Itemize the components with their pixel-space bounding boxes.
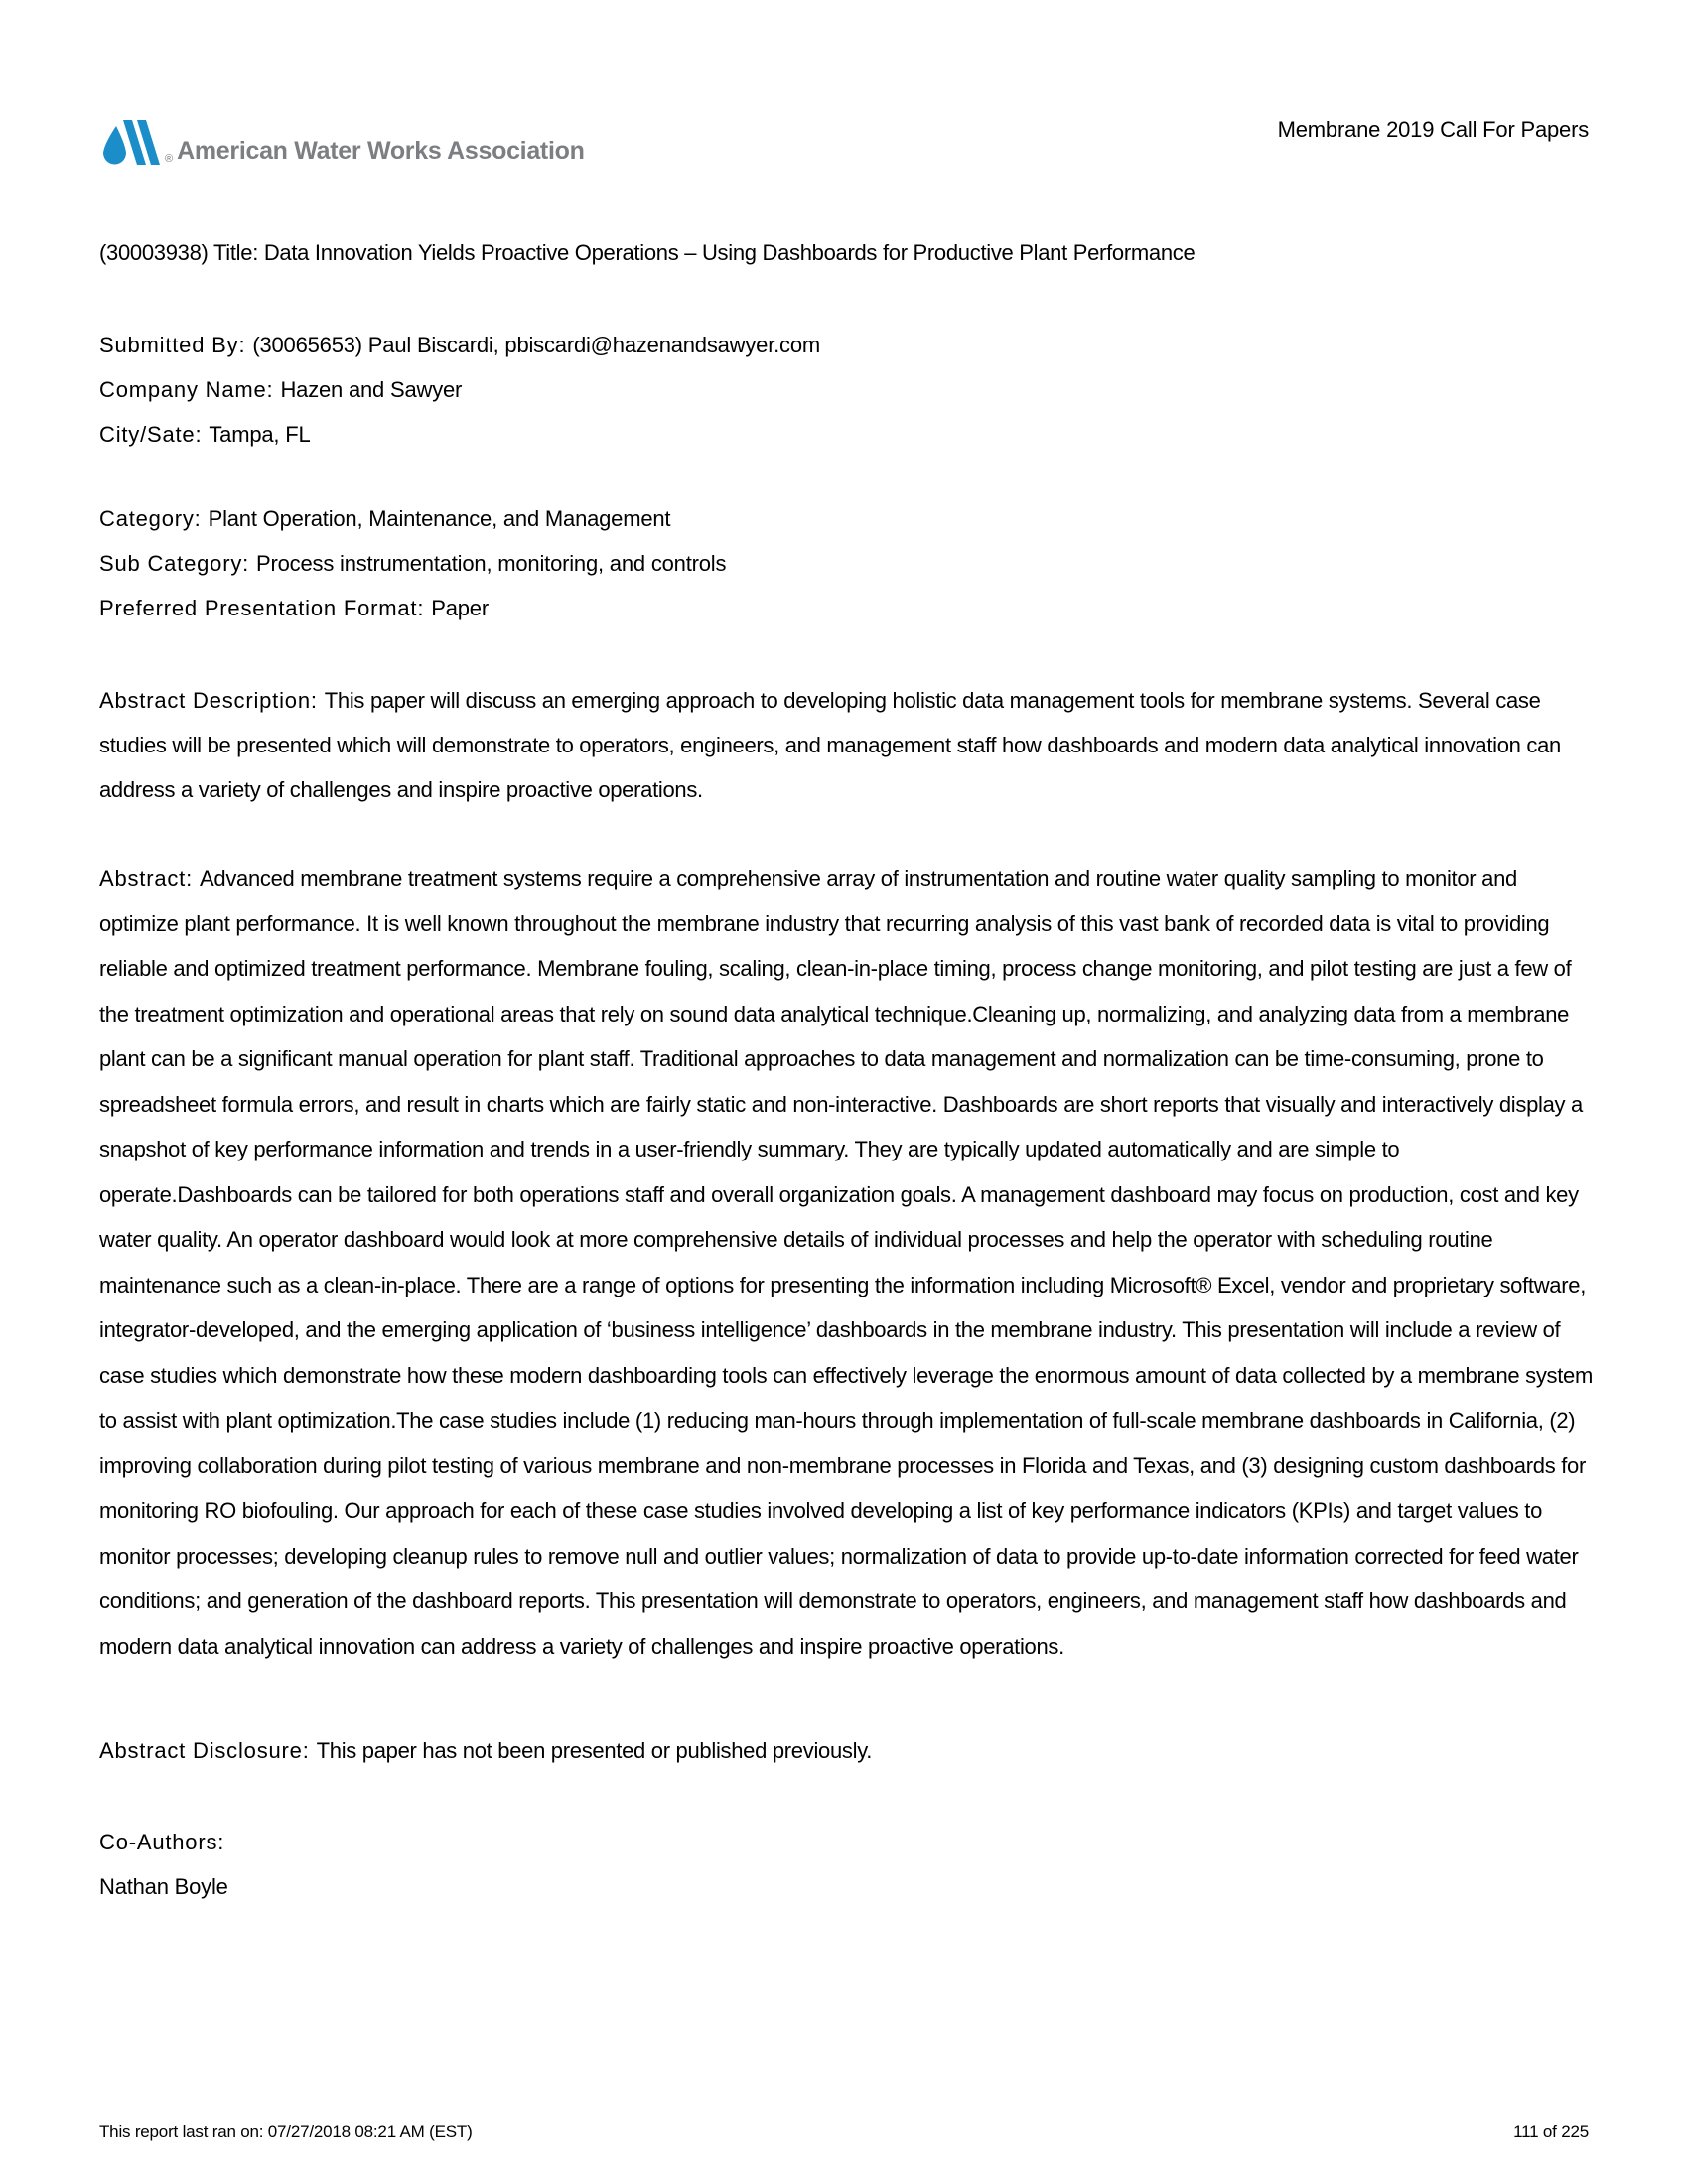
company-name-value: Hazen and Sawyer <box>280 377 463 402</box>
awwa-logo-text: American Water Works Association <box>177 137 585 165</box>
category-line <box>99 496 1599 541</box>
report-header-title: Membrane 2019 Call For Papers <box>1277 117 1589 142</box>
co-authors-heading <box>99 1820 1599 1864</box>
registered-trademark: ® <box>165 153 174 165</box>
preferred-format-label: Preferred Presentation Format: <box>99 596 425 620</box>
water-drop-icon <box>99 115 161 167</box>
city-state-label: City/Sate: <box>99 422 203 447</box>
submitted-by-value: (30065653) Paul Biscardi, pbiscardi@hazenandsawyer.com <box>252 333 820 357</box>
preferred-format-value: Paper <box>431 596 489 620</box>
submission-title-line: (30003938) Title: Data Innovation Yields Proactive Operations – Using Dashboards for Productive Plant Performance <box>99 240 1196 265</box>
footer-last-ran: This report last ran on: 07/27/2018 08:21 AM (EST) <box>99 2122 473 2141</box>
abstract-label: Abstract: <box>99 866 194 890</box>
abstract-description-label: Abstract Description: <box>99 688 318 713</box>
sub-category-label: Sub Category: <box>99 551 250 576</box>
category-block <box>99 496 1599 630</box>
company-name-label: Company Name: <box>99 377 274 402</box>
footer-page-number: 111 of 225 <box>1513 2122 1589 2141</box>
abstract-disclosure-text: This paper has not been presented or published previously. <box>316 1738 873 1763</box>
abstract-disclosure-paragraph <box>99 1728 1594 1773</box>
co-authors-block <box>99 1820 1599 1909</box>
city-state-value: Tampa, FL <box>209 422 311 447</box>
co-author-name: Nathan Boyle <box>99 1874 228 1899</box>
preferred-format-line <box>99 586 1599 630</box>
submitter-block <box>99 323 1599 457</box>
company-name-line <box>99 367 1599 412</box>
abstract-paragraph <box>99 856 1594 1669</box>
sub-category-line <box>99 541 1599 586</box>
abstract-disclosure-label: Abstract Disclosure: <box>99 1738 310 1763</box>
abstract-description-paragraph <box>99 678 1594 812</box>
abstract-description-text: This paper will discuss an emerging approach to developing holistic data management tools for membrane systems. Several case studies will be presented which will demonstrate to operators, engineers, and management staff how dashboards and modern data analytical innovation can address a variety of challenges and inspire proactive operations. <box>99 688 1561 802</box>
submitted-by-label: Submitted By: <box>99 333 246 357</box>
sub-category-value: Process instrumentation, monitoring, and controls <box>256 551 727 576</box>
category-label: Category: <box>99 506 202 531</box>
co-authors-label: Co-Authors: <box>99 1830 225 1854</box>
city-state-line <box>99 412 1599 457</box>
submitted-by-line <box>99 323 1599 367</box>
awwa-logo <box>99 115 585 167</box>
abstract-text: Advanced membrane treatment systems require a comprehensive array of instrumentation and routine water quality sampling to monitor and optimize plant performance. It is well known throughout the membrane industry that recurring analysis of this vast bank of recorded data is vital to providing reliable and optimized treatment performance. Membrane fouling, scaling, clean-in-place timing, process change monitoring, and pilot testing are just a few of the treatment optimization and operational areas that rely on sound data analytical technique.Cleaning up, normalizing, and analyzing data from a membrane plant can be a significant manual operation for plant staff. Traditional approaches to data management and normalization can be time-consuming, prone to spreadsheet formula errors, and result in charts which are fairly static and non-interactive. Dashboards are short reports that visually and interactively display a snapshot of key performance information and trends in a user-friendly summary. They are typically updated automatically and are simple to operate.Dashboards can be tailored for both operations staff and overall organization goals. A management dashboard may focus on production, cost and key water quality. An operator dashboard would look at more comprehensive details of individual processes and help the operator with scheduling routine maintenance such as a clean-in-place. There are a range of options for presenting the information including Microsoft® Excel, vendor and proprietary software, integrator-developed, and the emerging application of ‘business intelligence’ dashboards in the membrane industry. This presentation will include a review of case studies which demonstrate how these modern dashboarding tools can effectively leverage the enormous amount of data collected by a membrane system to assist with plant optimization.The case studies include (1) reducing man-hours through implementation of full-scale membrane dashboards in California, (2) improving collaboration during pilot testing of various membrane and non-membrane processes in Florida and Texas, and (3) designing custom dashboards for monitoring RO biofouling. Our approach for each of these case studies involved developing a list of key performance indicators (KPIs) and target values to monitor processes; developing cleanup rules to remove null and outlier values; normalization of data to provide up-to-date information corrected for feed water conditions; and generation of the dashboard reports. This presentation will demonstrate to operators, engineers, and management staff how dashboards and modern data analytical innovation can address a variety of challenges and inspire proactive operations. <box>99 866 1594 1659</box>
category-value: Plant Operation, Maintenance, and Management <box>208 506 671 531</box>
